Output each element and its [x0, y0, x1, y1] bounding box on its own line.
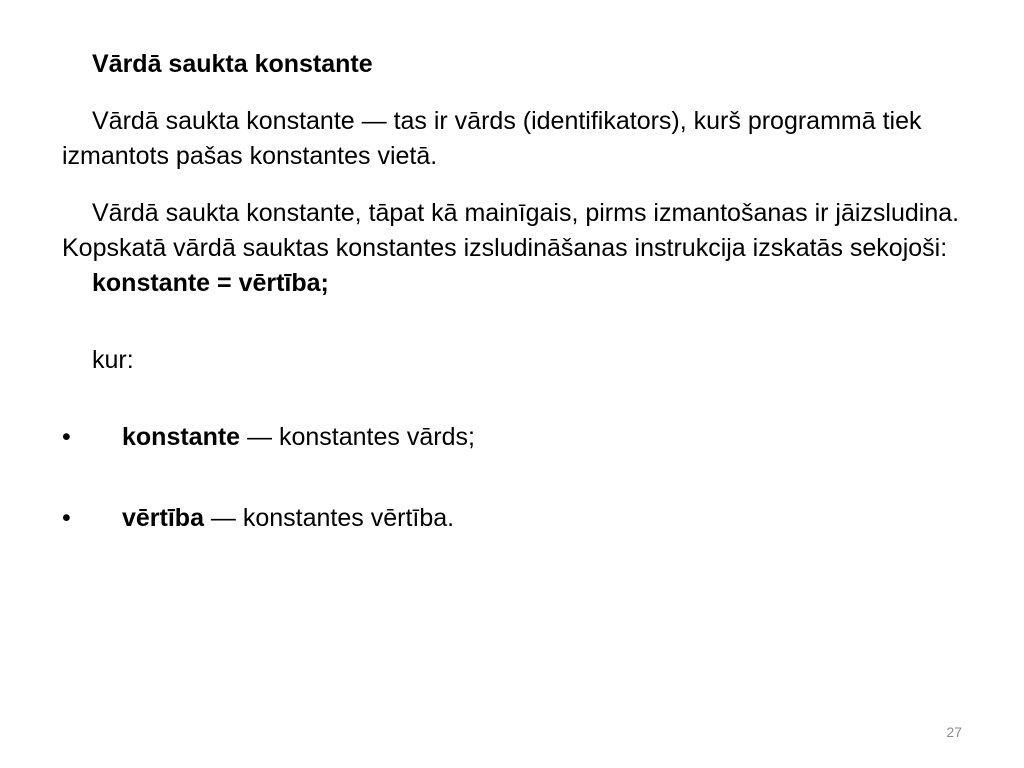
- bullet-description: — konstantes vārds;: [240, 423, 475, 451]
- bullet-term: vērtība: [122, 504, 204, 532]
- bullet-list: [62, 420, 962, 536]
- list-item: [62, 420, 962, 455]
- bullet-icon: •: [62, 423, 71, 451]
- syntax-formula: konstante = vērtība;: [92, 269, 329, 297]
- page-number: 27: [946, 724, 962, 740]
- declaration-paragraph: Vārdā saukta konstante, tāpat kā mainīgais, pirms izmantošanas ir jāizsludina. Kopskatā vārdā sauktas konstantes izsludināšanas instrukcija izskatās sekojoši:: [62, 199, 960, 262]
- bullet-term: konstante: [122, 423, 241, 451]
- definition-paragraph: Vārdā saukta konstante — tas ir vārds (identifikators), kurš programmā tiek izmantots pašas konstantes vietā.: [62, 107, 922, 170]
- bullet-icon: •: [62, 504, 71, 532]
- bullet-description: — konstantes vērtība.: [203, 504, 455, 532]
- slide-title: Vārdā saukta konstante: [92, 50, 373, 78]
- slide-content: [62, 47, 962, 582]
- list-item: [62, 501, 962, 536]
- where-label: kur:: [92, 346, 134, 374]
